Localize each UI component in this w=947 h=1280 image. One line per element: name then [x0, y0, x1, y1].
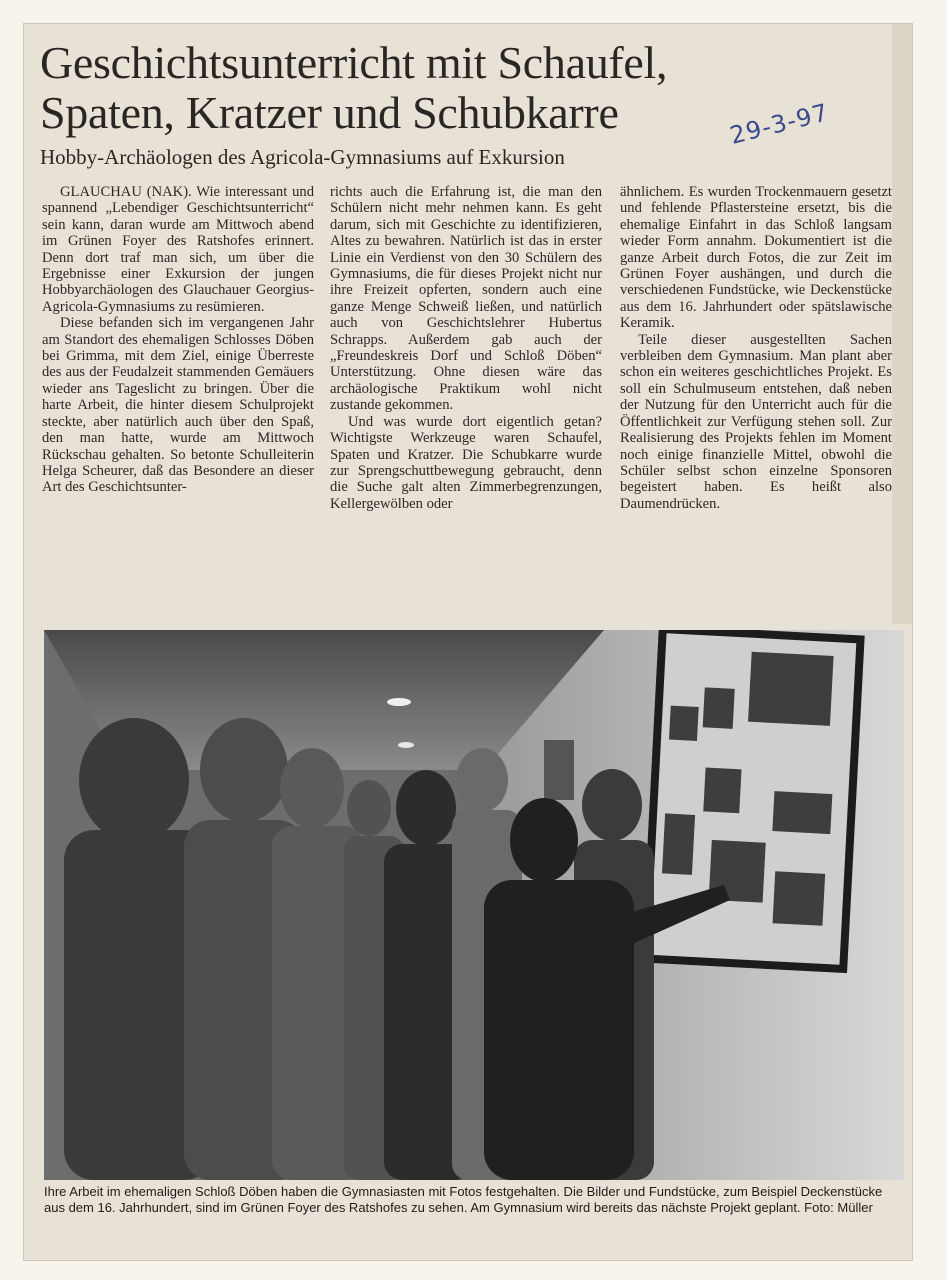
- article-column-1: [42, 184, 314, 496]
- paragraph: richts auch die Erfahrung ist, die man den Schülern nicht mehr nehmen kann. Es geht darum, sich mit Geschichte zu identifizieren, Altes zu bewahren. Natürlich ist das in erster Linie ein Verdienst von den 30 Schülern des Gymnasiums, die für dieses Projekt nicht nur ihre Freizeit opferten, sondern auch eine ganze Menge Schweiß ließen, und natürlich auch von Geschichtslehrer Hubertus Schrapps. Außerdem gab auch der „Freundeskreis Dorf und Schloß Döben“ Unterstützung. Ohne diesen wäre das archäologische Praktikum wohl nicht zustande gekommen.: [330, 184, 602, 414]
- subheadline: Hobby-Archäologen des Agricola-Gymnasiums auf Exkursion: [40, 145, 565, 169]
- headline-line-2: Spaten, Kratzer und Schubkarre: [40, 87, 619, 138]
- paragraph: GLAUCHAU (NAK). Wie interessant und spannend „Lebendiger Geschichtsunterricht“ sein kann, daran wurde am Mittwoch abend im Grünen Foyer des Ratshofes erinnert. Denn dort traf man sich, um über die Ergebnisse einer Exkursion der jungen Hobbyarchäologen des Glauchauer Georgius-Agricola-Gymnasiums zu resümieren.: [42, 184, 314, 315]
- article-column-3: [620, 184, 892, 512]
- adjacent-column-edge: [892, 24, 912, 624]
- paragraph: Und was wurde dort eigentlich getan? Wichtigste Werkzeuge waren Schaufel, Spaten und Kratzer. Die Schubkarre wurde zur Sprengschuttbewegung gebraucht, denn die Suche galt alten Zimmerbegrenzungen, Kellergewölben oder: [330, 413, 602, 512]
- paragraph: ähnlichem. Es wurden Trockenmauern gesetzt und fehlende Pflastersteine ersetzt, bis die ehemalige Einfahrt in das Schloß langsam wieder Form annahm. Dokumentiert ist die ganze Arbeit durch Fotos, die zur Zeit im Grünen Foyer aushängen, und durch die verschiedenen Fundstücke, wie Deckenstücke aus dem 16. Jahrhundert oder spätslawische Keramik.: [620, 184, 892, 332]
- article-column-2: [330, 184, 602, 512]
- handwritten-date: 29-3-97: [727, 98, 832, 150]
- headline-line-1: Geschichtsunterricht mit Schaufel,: [40, 37, 668, 88]
- photo-students-at-exhibition: [44, 630, 904, 1180]
- photo-caption: Ihre Arbeit im ehemaligen Schloß Döben haben die Gymnasiasten mit Fotos festgehalten. Die Bilder und Fundstücke, zum Beispiel Deckenstücke aus dem 16. Jahrhundert, sind im Grünen Foyer des Ratshofes zu sehen. Am Gymnasium wird bereits das nächste Projekt geplant. Foto: Müller: [44, 1184, 883, 1215]
- paragraph: Diese befanden sich im vergangenen Jahr am Standort des ehemaligen Schlosses Döben bei Grimma, mit dem Ziel, einige Überreste des aus der Feudalzeit stammenden Gemäuers wieder ans Tageslicht zu bringen. Über die harte Arbeit, die hinter diesem Schulprojekt steckte, aber natürlich auch über den Spaß, den man hatte, wurde am Mittwoch Rückschau gehalten. So betonte Schulleiterin Helga Scheurer, daß das Besondere an dieser Art des Geschichtsunter-: [42, 315, 314, 496]
- newspaper-clipping: [24, 24, 912, 1260]
- article-photo: [44, 630, 904, 1180]
- paragraph: Teile dieser ausgestellten Sachen verbleiben dem Gymnasium. Man plant aber schon ein weiteres geschichtliches Projekt. Es soll ein Schulmuseum entstehen, daß neben der Nutzung für den Unterricht auch für die Öffentlichkeit zur Verfügung stehen soll. Zur Realisierung des Projekts fehlen im Moment noch einige finanzielle Mittel, obwohl die Schüler selbst schon einzelne Sponsoren begeistert haben. Es heißt also Daumendrücken.: [620, 331, 892, 512]
- headline: [40, 38, 800, 138]
